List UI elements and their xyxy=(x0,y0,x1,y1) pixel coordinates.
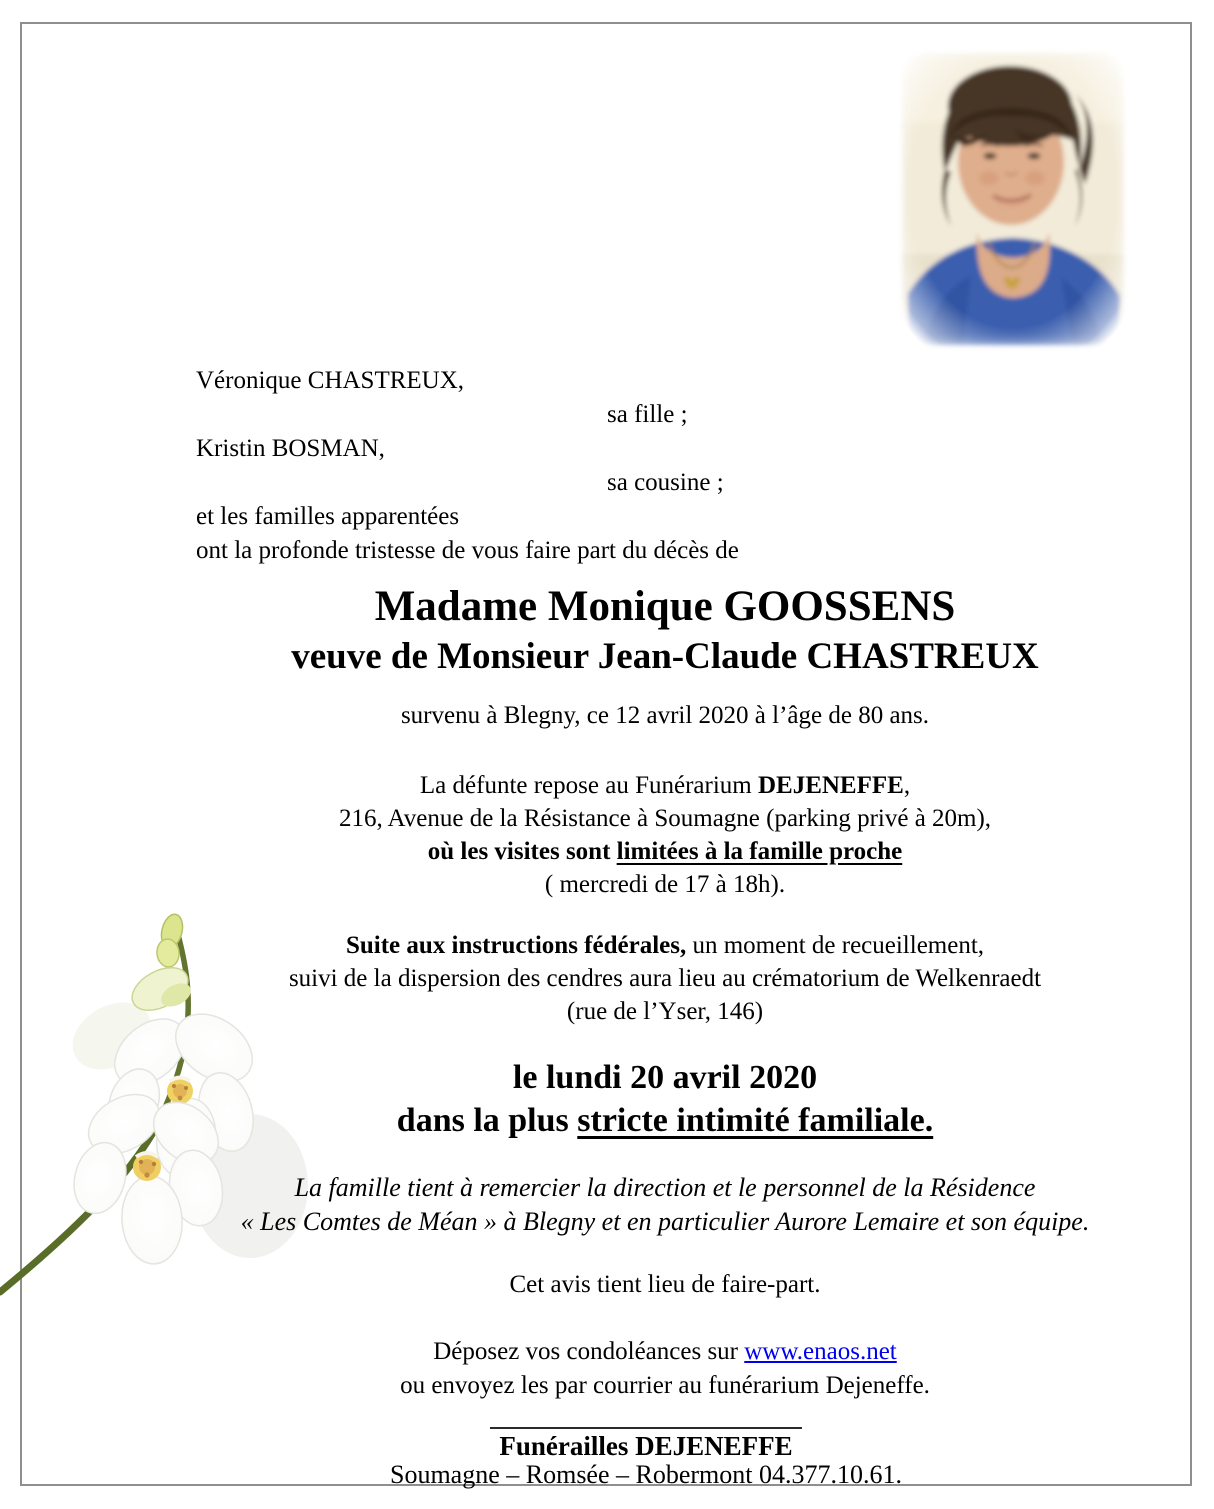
repose-address: 216, Avenue de la Résistance à Soumagne (parking privé à 20m), xyxy=(338,805,992,832)
relative-name: Véronique CHASTREUX, xyxy=(196,367,465,394)
relation-label: sa fille ; xyxy=(607,401,688,428)
family-intro-block xyxy=(196,364,739,568)
repose-block xyxy=(190,769,1140,901)
funeral-home-locations: Soumagne – Romsée – Robermont 04.377.10.61. xyxy=(389,1460,902,1489)
ceremony-date: le lundi 20 avril 2020 xyxy=(512,1059,818,1096)
funeral-home-name: Funérailles DEJENEFFE xyxy=(499,1431,793,1461)
visit-hours: ( mercredi de 17 à 18h). xyxy=(544,871,786,898)
ceremony-line-2: suivi de la dispersion des cendres aura lieu au crématorium de Welkenraedt xyxy=(288,965,1042,992)
deceased-title-block xyxy=(190,582,1140,681)
crematorium-address: (rue de l’Yser, 146) xyxy=(566,998,764,1025)
condolences-line-2: ou envoyez les par courrier au funérarium Dejeneffe. xyxy=(400,1372,930,1399)
ceremony-date-block xyxy=(190,1056,1140,1142)
visit-restriction-line: où les visites sont limitées à la famille proche xyxy=(427,838,903,865)
thanks-line-1: La famille tient à remercier la direction et le personnel de la Résidence xyxy=(294,1173,1036,1202)
condolences-block xyxy=(190,1335,1140,1403)
footer-block xyxy=(190,1427,1102,1489)
related-families-line: et les familles apparentées xyxy=(196,503,460,530)
portrait-photo xyxy=(893,44,1133,354)
thanks-block xyxy=(190,1171,1140,1239)
privacy-line: dans la plus stricte intimité familiale. xyxy=(396,1102,934,1139)
deceased-relation: veuve de Monsieur Jean-Claude CHASTREUX xyxy=(291,636,1039,677)
footer-divider-line xyxy=(490,1427,802,1429)
ceremony-block xyxy=(190,929,1140,1028)
relative-name: Kristin BOSMAN, xyxy=(196,435,385,462)
announcement-line: ont la profonde tristesse de vous faire part du décès de xyxy=(196,537,739,564)
funerarium-name: DEJENEFFE xyxy=(757,772,904,799)
deceased-name: Madame Monique GOOSSENS xyxy=(374,583,956,630)
relation-label: sa cousine ; xyxy=(607,469,724,496)
repose-line-1: La défunte repose au Funérarium DEJENEFFE, xyxy=(419,772,911,799)
condolences-line-1: Déposez vos condoléances sur www.enaos.net xyxy=(433,1338,897,1365)
ceremony-line-1: Suite aux instructions fédérales, un moment de recueillement, xyxy=(345,932,985,959)
death-info-line: survenu à Blegny, ce 12 avril 2020 à l’âge de 80 ans. xyxy=(400,702,930,729)
enaos-link[interactable]: www.enaos.net xyxy=(744,1338,897,1365)
thanks-line-2: « Les Comtes de Méan » à Blegny et en particulier Aurore Lemaire et son équipe. xyxy=(240,1207,1090,1236)
notice-line: Cet avis tient lieu de faire-part. xyxy=(509,1271,821,1298)
